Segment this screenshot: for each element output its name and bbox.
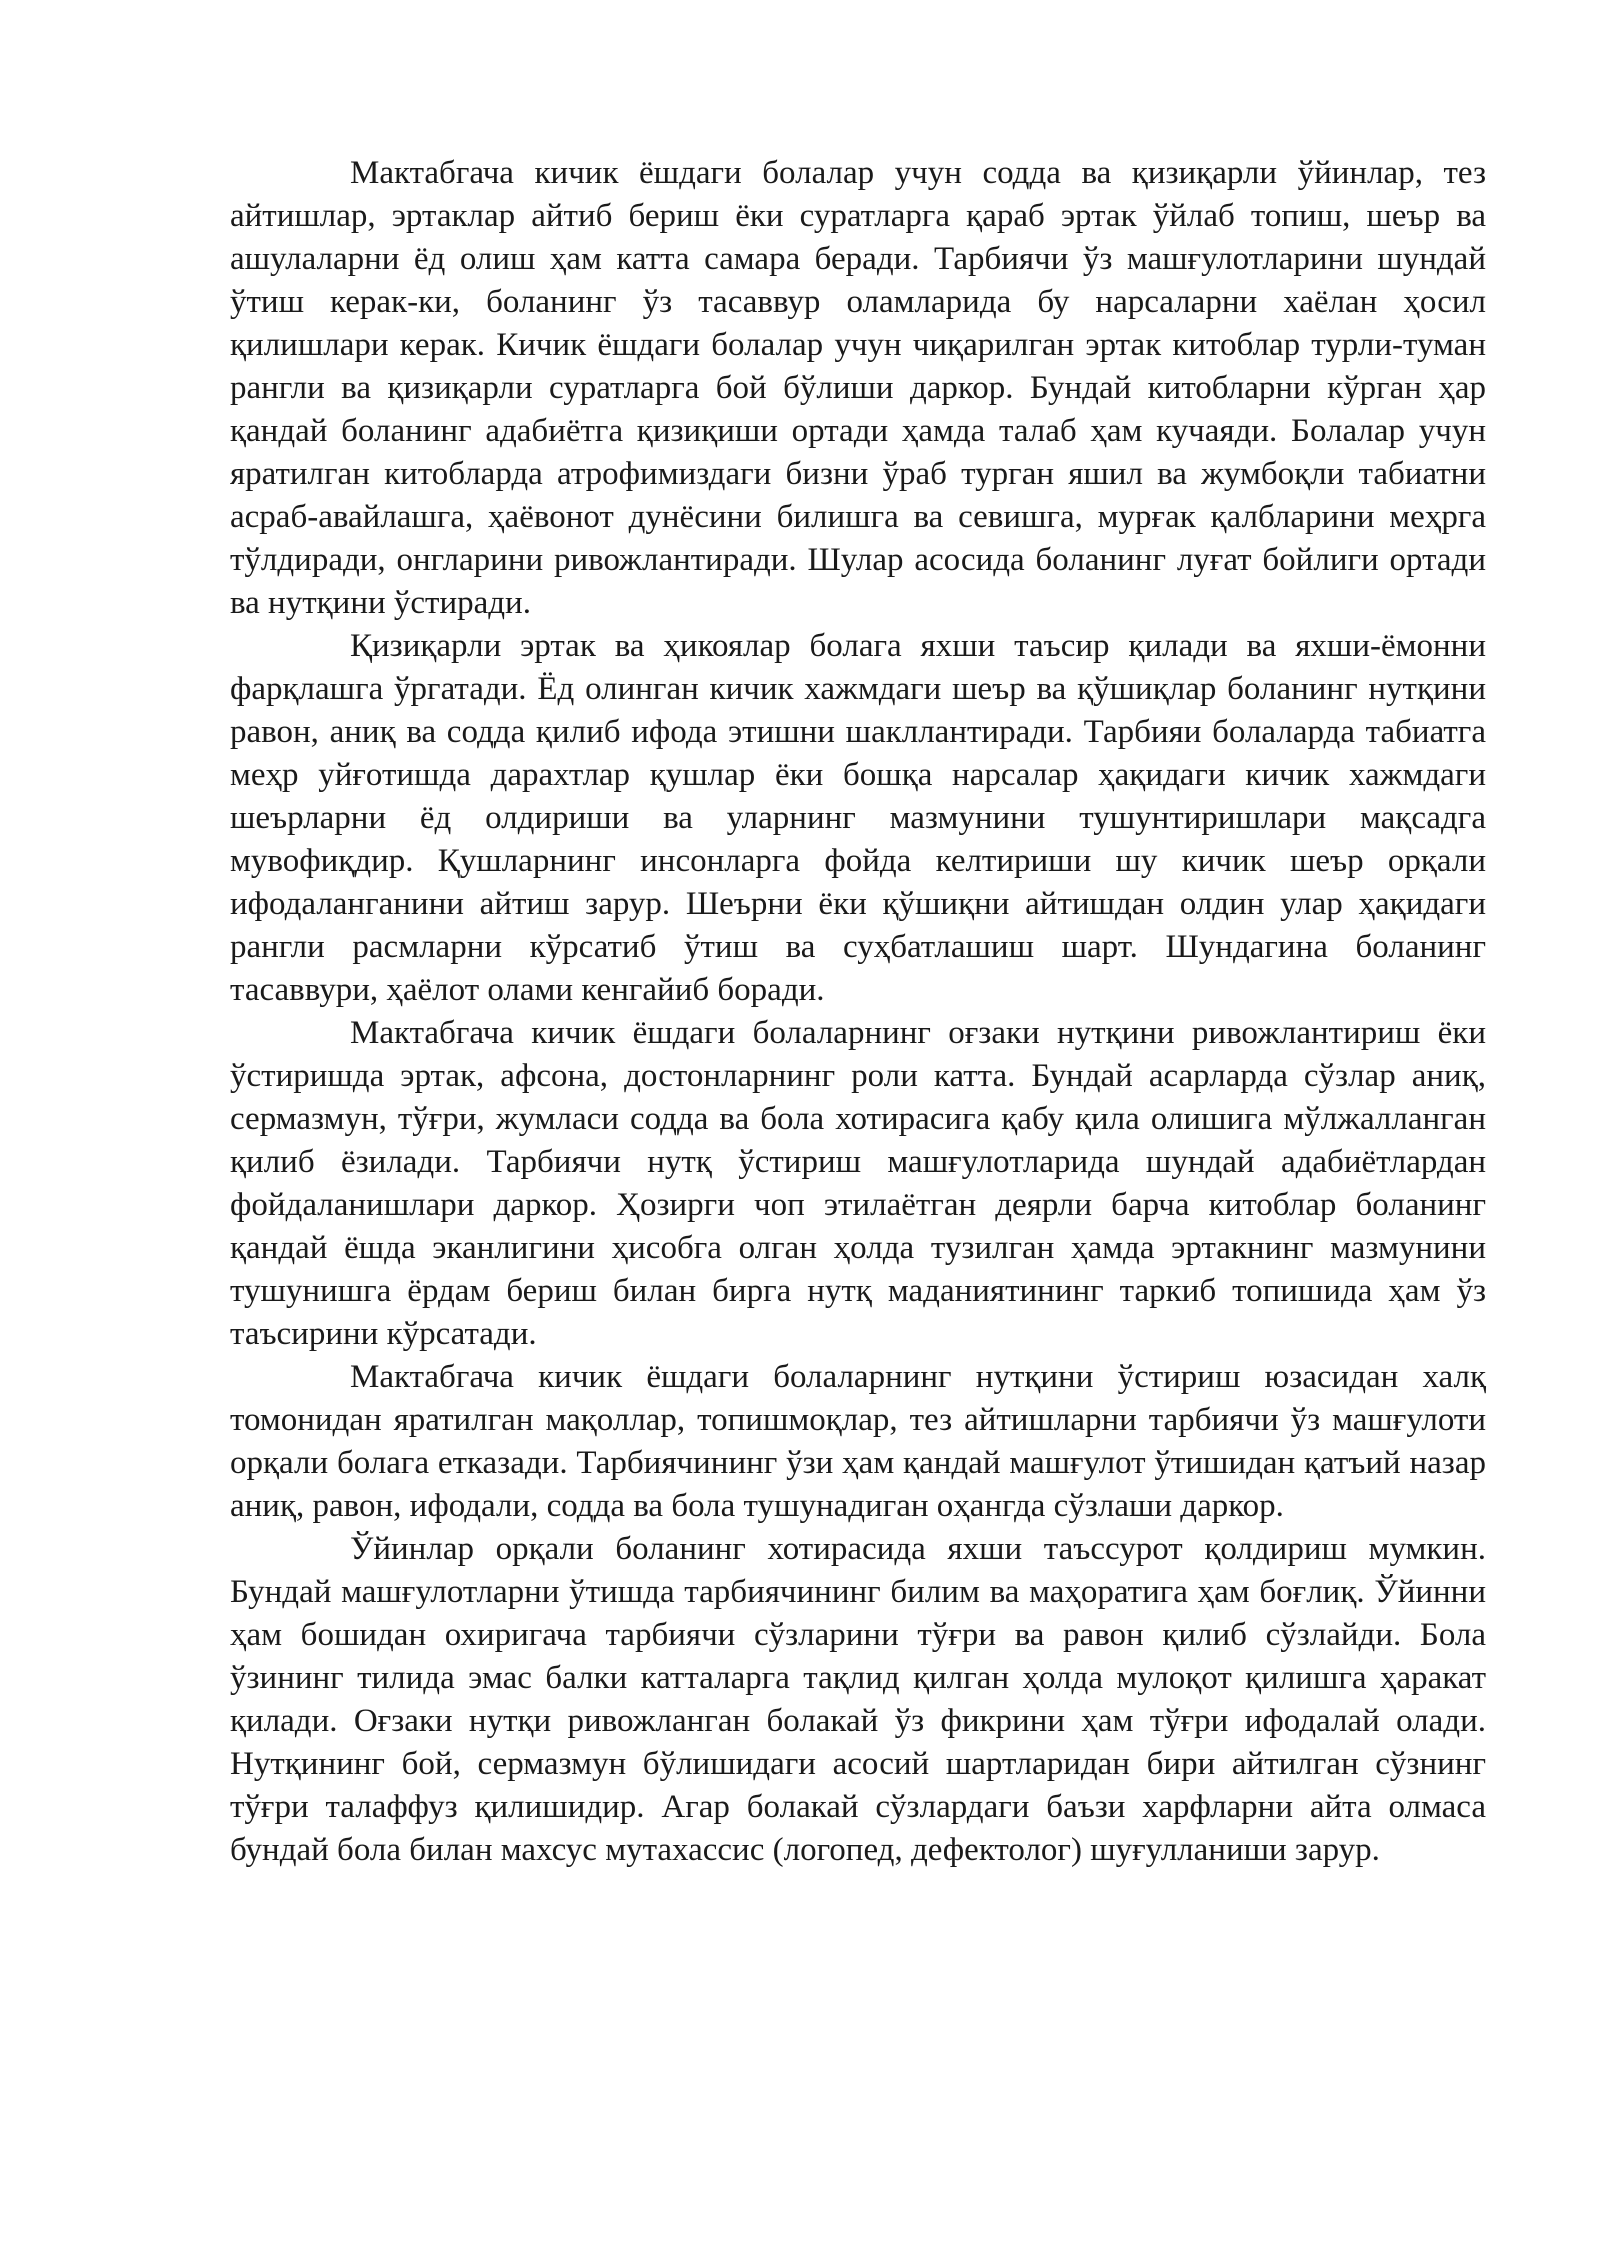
- paragraph-3: Мактабгача кичик ёшдаги болаларнинг оғзаки нутқини ривожлантириш ёки ўстиришда эртак, афсона, достонларнинг роли катта. Бундай асарларда сўзлар аниқ, сермазмун, тўғри, жумласи содда ва бола хотирасига қабу қила олишига мўлжалланган қилиб ёзилади. Тарбиячи нутқ ўстириш машғулотларида шундай адабиётлардан фойдаланишлари даркор. Ҳозирги чоп этилаётган деярли барча китоблар боланинг қандай ёшда эканлигини ҳисобга олган ҳолда тузилган ҳамда эртакнинг мазмунини тушунишга ёрдам бериш билан бирга нутқ маданиятининг таркиб топишида ҳам ўз таъсирини кўрсатади.: [230, 1015, 1486, 1352]
- paragraph-2: Қизиқарли эртак ва ҳикоялар болага яхши таъсир қилади ва яхши-ёмонни фарқлашга ўргатади. Ёд олинган кичик хажмдаги шеър ва қўшиқлар боланинг нутқини равон, аниқ ва содда қилиб ифода этишни шакллантиради. Тарбияи болаларда табиатга меҳр уйғотишда дарахтлар қушлар ёки бошқа нарсалар ҳақидаги кичик хажмдаги шеърларни ёд олдириши ва уларнинг мазмунини тушунтиришлари мақсадга мувофиқдир. Қушларнинг инсонларга фойда келтириши шу кичик шеър орқали ифодаланганини айтиш зарур. Шеърни ёки қўшиқни айтишдан олдин улар ҳақидаги рангли расмларни кўрсатиб ўтиш ва суҳбатлашиш шарт. Шундагина боланинг тасаввури, ҳаёлот олами кенгайиб боради.: [230, 628, 1486, 1008]
- paragraph-1: Мактабгача кичик ёшдаги болалар учун содда ва қизиқарли ўйинлар, тез айтишлар, эртаклар айтиб бериш ёки суратларга қараб эртак ўйлаб топиш, шеър ва ашулаларни ёд олиш ҳам катта самара беради. Тарбиячи ўз машғулотларини шундай ўтиш керак-ки, боланинг ўз тасаввур оламларида бу нарсаларни хаёлан ҳосил қилишлари керак. Кичик ёшдаги болалар учун чиқарилган эртак китоблар турли-туман рангли ва қизиқарли суратларга бой бўлиши даркор. Бундай китобларни кўрган ҳар қандай боланинг адабиётга қизиқиши ортади ҳамда талаб ҳам кучаяди. Болалар учун яратилган китобларда атрофимиздаги бизни ўраб турган яшил ва жумбоқли табиатни асраб-авайлашга, ҳаёвонот дунёсини билишга ва севишга, мурғак қалбларини меҳрга тўлдиради, онгларини ривожлантиради. Шулар асосида боланинг луғат бойлиги ортади ва нутқини ўстиради.: [230, 155, 1486, 621]
- paragraph-4: Мактабгача кичик ёшдаги болаларнинг нутқини ўстириш юзасидан халқ томонидан яратилган мақоллар, топишмоқлар, тез айтишларни тарбиячи ўз машғулоти орқали болага етказади. Тарбиячининг ўзи ҳам қандай машғулот ўтишидан қатъий назар аниқ, равон, ифодали, содда ва бола тушунадиган оҳангда сўзлаши даркор.: [230, 1359, 1486, 1524]
- paragraph-5: Ўйинлар орқали боланинг хотирасида яхши таъссурот қолдириш мумкин. Бундай машғулотларни ўтишда тарбиячининг билим ва маҳоратига ҳам боғлиқ. Ўйинни ҳам бошидан охиригача тарбиячи сўзларини тўғри ва равон қилиб сўзлайди. Бола ўзининг тилида эмас балки катталарга тақлид қилган ҳолда мулоқот қилишга ҳаракат қилади. Оғзаки нутқи ривожланган болакай ўз фикрини ҳам тўғри ифодалай олади. Нутқининг бой, сермазмун бўлишидаги асосий шартларидан бири айтилган сўзнинг тўғри талаффуз қилишидир. Агар болакай сўзлардаги баъзи харфларни айта олмаса бундай бола билан махсус мутахассис (логопед, дефектолог) шуғулланиши зарур.: [230, 1531, 1486, 1868]
- document-page: [230, 152, 1486, 1872]
